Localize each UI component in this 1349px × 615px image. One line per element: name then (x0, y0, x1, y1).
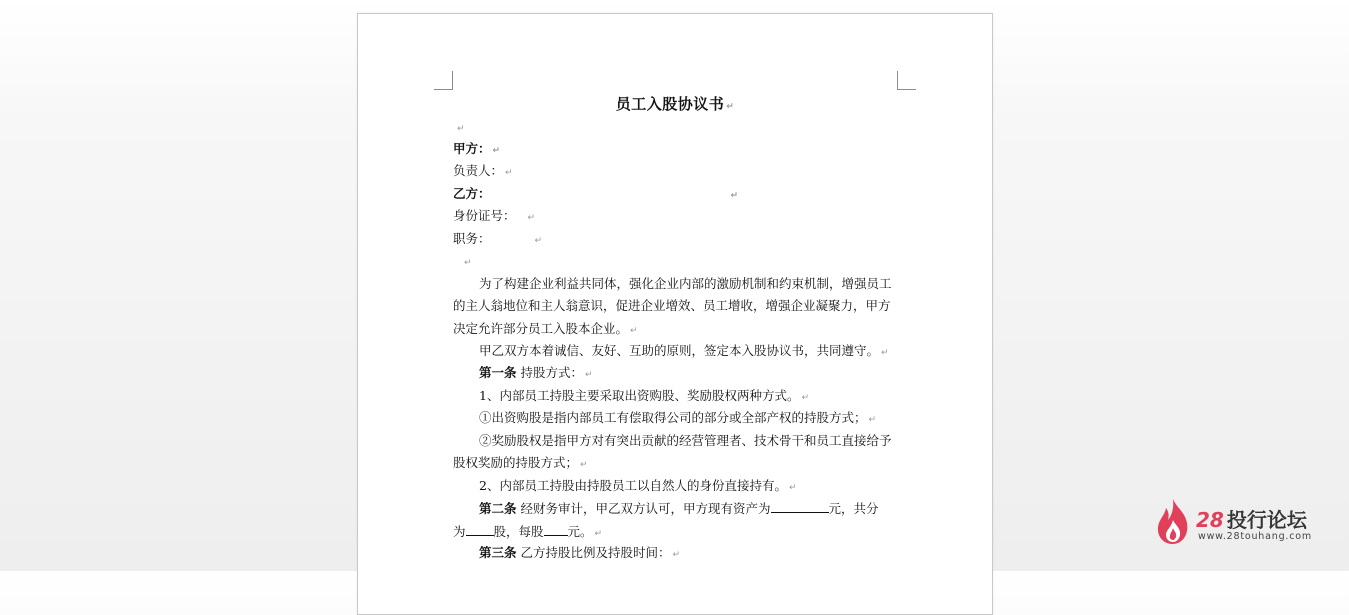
empty-paragraph: ↵ (464, 258, 472, 268)
document-page[interactable] (357, 13, 993, 615)
principle-paragraph: 甲乙双方本着诚信、友好、互助的原则，签定本入股协议书，共同遵守。 ↵ (479, 343, 889, 358)
field-id-number: 身份证号： ↵ (453, 208, 536, 223)
field-party-a: 甲方： ↵ (453, 141, 501, 156)
watermark-logo (1154, 496, 1334, 548)
blank-share-price[interactable] (544, 523, 568, 536)
intro-line: 决定允许部分员工入股本企业。 ↵ (453, 321, 638, 336)
article-1-heading: 第一条 持股方式： ↵ (479, 365, 593, 380)
empty-paragraph: ↵ (457, 124, 465, 134)
document-title: 员工入股协议书 ↵ (615, 95, 735, 113)
article-1-item: ①出资购股是指内部员工有偿取得公司的部分或全部产权的持股方式； ↵ (479, 410, 877, 425)
field-responsible-person: 负责人： ↵ (453, 163, 513, 178)
field-position: 职务： ↵ (453, 231, 543, 246)
article-1-item: ②奖励股权是指甲方对有突出贡献的经营管理者、技术骨干和员工直接给予 (479, 433, 892, 448)
article-2-paragraph: 为 股，每股 元。 ↵ (453, 524, 603, 539)
intro-line: 的主人翁地位和主人翁意识，促进企业增效、员工增收，增强企业凝聚力，甲方 (453, 298, 891, 313)
logo-number: 28 (1196, 508, 1224, 532)
blank-asset-amount[interactable] (771, 500, 829, 513)
field-party-b: 乙方： ↵ (453, 186, 739, 201)
intro-line: 为了构建企业利益共同体，强化企业内部的激励机制和约束机制，增强员工 (479, 276, 892, 291)
article-2-paragraph: 第二条 经财务审计，甲乙双方认可，甲方现有资产为 元，共分 (479, 501, 879, 516)
margin-corner-top-left (434, 71, 453, 90)
blank-share-count[interactable] (466, 523, 494, 536)
flame-icon (1154, 498, 1192, 546)
article-1-item: 1、内部员工持股主要采取出资购股、奖励股权两种方式。 ↵ (479, 388, 810, 403)
logo-name: 投行论坛 (1226, 508, 1307, 532)
article-1-item: 股权奖励的持股方式； ↵ (453, 455, 588, 470)
article-3-heading: 第三条 乙方持股比例及持股时间： ↵ (479, 545, 681, 560)
logo-url: www.28touhang.com (1198, 531, 1312, 542)
article-1-item: 2、内部员工持股由持股员工以自然人的身份直接持有。 ↵ (479, 478, 797, 493)
margin-corner-top-right (897, 71, 916, 90)
